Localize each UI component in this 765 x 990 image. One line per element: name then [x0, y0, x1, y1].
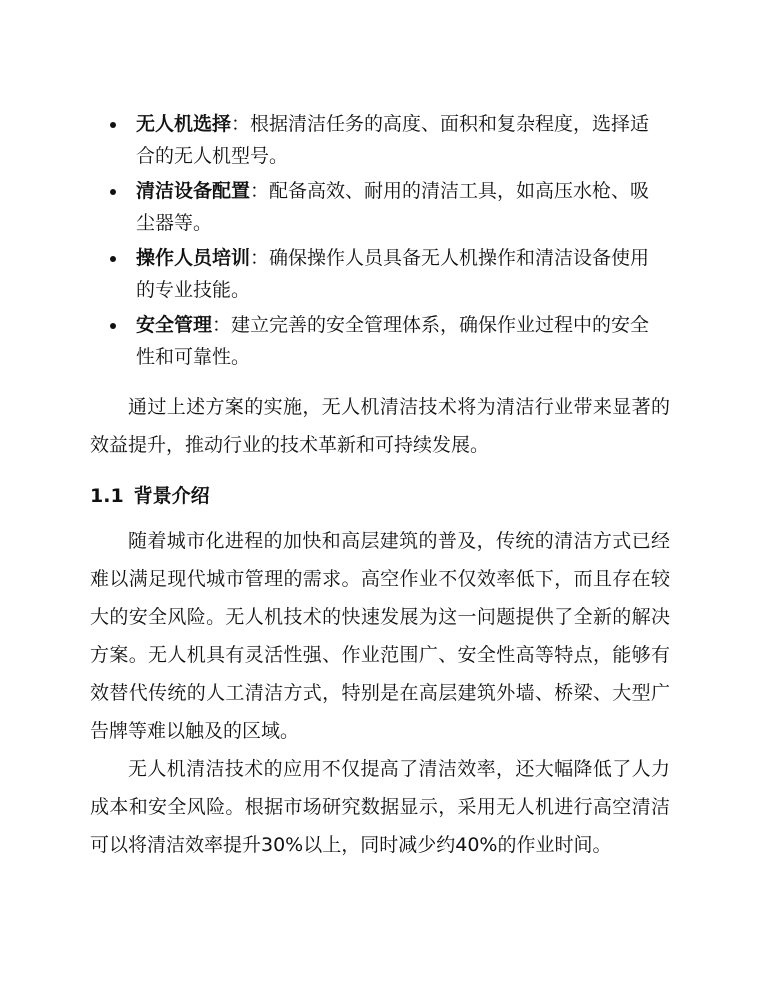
- bullet-list: [108, 108, 668, 376]
- bullet-colon: ：: [250, 247, 270, 269]
- conclusion-paragraph: 通过上述方案的实施，无人机清洁技术将为清洁行业带来显著的效益提升，推动行业的技术革新和可持续发展。: [90, 396, 670, 456]
- list-item: [108, 175, 668, 239]
- bullet-term: 操作人员培训: [136, 247, 251, 269]
- section-title: 背景介绍: [133, 485, 210, 507]
- body-paragraph: 随着城市化进程的加快和高层建筑的普及，传统的清洁方式已经难以满足现代城市管理的需求。高空作业不仅效率低下，而且存在较大的安全风险。无人机技术的快速发展为这一问题提供了全新的解决方案。无人机具有灵活性强、作业范围广、安全性高等特点，能够有效替代传统的人工清洁方式，特别是在高层建筑外墙、桥梁、大型广告牌等难以触及的区域。: [90, 530, 670, 742]
- bullet-term: 清洁设备配置: [136, 180, 251, 202]
- list-item: [108, 108, 668, 172]
- bullet-text: 确保操作人员具备无人机操作和清洁设备使用的专业技能。: [136, 247, 650, 301]
- bullet-text: 建立完善的安全管理体系，确保作业过程中的安全性和可靠性。: [136, 314, 650, 368]
- bullet-term: 无人机选择: [136, 113, 232, 135]
- bullet-dot-icon: [110, 256, 116, 262]
- bullet-dot-icon: [110, 323, 116, 329]
- bullet-colon: ：: [250, 180, 270, 202]
- list-item: [108, 242, 668, 306]
- bullet-dot-icon: [110, 189, 116, 195]
- bullet-colon: ：: [212, 314, 232, 336]
- bullet-term: 安全管理: [136, 314, 213, 336]
- section-heading: [90, 480, 210, 512]
- bullet-colon: ：: [231, 113, 251, 135]
- section-number: 1.1: [90, 485, 124, 507]
- bullet-text: 配备高效、耐用的清洁工具，如高压水枪、吸尘器等。: [136, 180, 650, 234]
- bullet-dot-icon: [110, 122, 116, 128]
- body-paragraph: 无人机清洁技术的应用不仅提高了清洁效率，还大幅降低了人力成本和安全风险。根据市场研究数据显示，采用无人机进行高空清洁可以将清洁效率提升30%以上，同时减少约40%的作业时间。: [90, 758, 670, 856]
- list-item: [108, 309, 668, 373]
- bullet-text: 根据清洁任务的高度、面积和复杂程度，选择适合的无人机型号。: [136, 113, 650, 167]
